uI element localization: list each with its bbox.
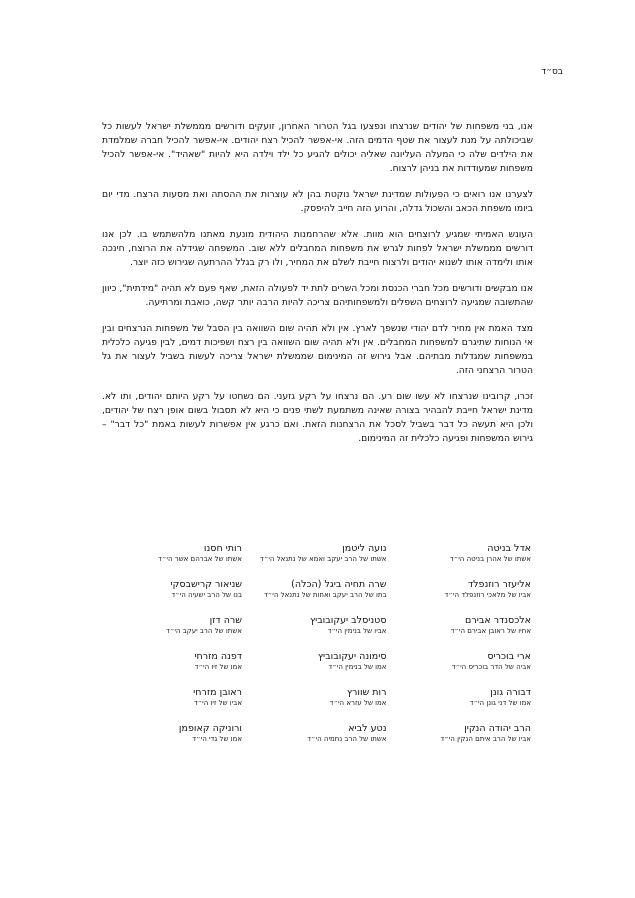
signer-name: נטע לביא bbox=[348, 723, 387, 734]
paragraph: מצד האמת אין מחיר לדם יהודי שנשפך לארץ. אין ולא תהיה שום השוואה בין הסבל של משפחות הנרצחים ובין אי הנוחות שתיגרם למשפחות המחבלים. אין ולא תהיה שום השוואה בין רצח ושפיכות דמים, לבין פגיעה כלכלית במשפחות שמגדלות מבתיהם. אבל גירוש זה המינימום שממשלת ישראל צריכה לעשות בשביל לעצור את גל הטרור הרצחני הזה. bbox=[102, 323, 533, 376]
signer-relation: אשתו של הרב יעקב הי״ד bbox=[166, 627, 242, 635]
signer-relation: בנו של הרב ישעיה הי״ד bbox=[171, 591, 242, 599]
signer-name: אליעזר רוזנפלד bbox=[467, 579, 531, 590]
paragraph: זכרו, קרובינו שנרצחו לא עשו שום רע. הם נרצחו על רקע גזעני. הם נשחטו על רקע היותם יהודים, ותו לא. מדינת ישראל חייבת להבהיר בצורה שאינה משתמעת לשתי פנים כי היא לא תסבול בשום אופן רצח של יהודים, ולכן היא תעשה כל דבר בשביל לסכל את הרצחנות הזאת. ואם כרגע אין אפשרות לעשות באמת "כל דבר" – גירוש המשפחות ופגיעה כלכלית זה המינימום. bbox=[102, 391, 533, 444]
signer-name: סימונה יעקובוביץ bbox=[317, 651, 387, 662]
signature bbox=[249, 615, 387, 636]
signer-relation: אביו של בנימין הי״ד bbox=[327, 627, 387, 635]
letter-body bbox=[102, 120, 533, 458]
signer-name: דפנה מזרחי bbox=[194, 651, 242, 662]
signer-relation: אמו של דני גונן הי״ד bbox=[469, 699, 531, 707]
signature bbox=[249, 687, 387, 708]
signature bbox=[249, 579, 387, 600]
paragraph: העונש האמיתי שמגיע לרוצחים הוא מוות. אלא שהרחמנות היהודית מונעת מאתנו מלהשתמש בו. לכן אנו דורשים מממשלת ישראל לפחות לגרש את משפחות המחבלים ללא שוב. המשפחה שגידלה את הרוצח, חינכה אותו ולימדה אותו לשנוא יהודים ולרצוח חייבת לשלם את המחיר, ולו רק בגלל ההרתעה שגירוש כזה יוצר. bbox=[102, 229, 533, 268]
signer-name: שניאור קרישבסקי bbox=[170, 579, 242, 590]
signature bbox=[393, 687, 531, 708]
signer-name: סטניסלב יעקובוביץ bbox=[309, 615, 387, 626]
signer-relation: אשתו של הרב נחמיה הי״ד bbox=[307, 735, 387, 743]
paragraph: אנו מבקשים ודורשים מכל חברי הכנסת ומכל השרים לתת יד לפעולה הזאת, שאף פעם לא תהיה "מידתית", כיוון שהתשובה שמגיעה לרוצחים השפלים ולמשפחותיהם צריכה להיות הרבה יותר קשה, כואבת ומרתיעה. bbox=[102, 283, 533, 308]
paragraph: אנו, בני משפחות של יהודים שנרצחו ונפצעו בגל הטרור האחרון, זועקים ודורשים מממשלת ישראל לעשות כל שביכולתה על מנת לעצור את שטף הדמים הזה. אי-אפשר להכיל רצח יהודים. אי-אפשר להכיל חברה שמלמדת את הילדים שלה כי המעלה העליונה שאליה יכולים להגיע כל ילד וילדה היא להיות "שאהיד". אי-אפשר להכיל משפחות שמעודדות את בניהן לרצוח. bbox=[102, 121, 533, 174]
signer-relation: אביו של זיו הי״ד bbox=[193, 699, 242, 707]
signature-column bbox=[104, 543, 242, 759]
signer-name: שרה תחיה ביגל (הכלה) bbox=[291, 579, 387, 590]
signature bbox=[393, 579, 531, 600]
signature bbox=[249, 723, 387, 744]
signature bbox=[104, 687, 242, 708]
signer-relation: אמו של עזרא הי״ד bbox=[329, 699, 387, 707]
signature bbox=[104, 615, 242, 636]
signer-name: אדל בניטה bbox=[487, 543, 531, 554]
signer-relation: אביו של הרב איתם הנקין הי״ד bbox=[440, 735, 531, 743]
signer-relation: אשתו של אברהם אשר הי״ד bbox=[158, 555, 242, 563]
signature-column bbox=[393, 543, 531, 759]
signer-name: נועה ליטמן bbox=[342, 543, 387, 554]
signer-relation: אשתו של הרב יעקב ואמא של נתנאל הי״ד bbox=[260, 555, 387, 563]
signer-name: שרה דזן bbox=[209, 615, 242, 626]
signer-relation: אמו של גדי הי״ד bbox=[192, 735, 242, 743]
signer-name: ראובן מזרחי bbox=[193, 687, 242, 698]
signatures bbox=[104, 543, 531, 759]
signature-column bbox=[249, 543, 387, 759]
bsd-header: בס״ד bbox=[541, 67, 563, 77]
signature bbox=[393, 723, 531, 744]
signer-relation: אמו של זיו הי״ד bbox=[194, 663, 242, 671]
signer-relation: אשתו של אהרן בניטה הי״ד bbox=[449, 555, 531, 563]
signature bbox=[393, 651, 531, 672]
signature bbox=[104, 651, 242, 672]
signer-name: רות שוורץ bbox=[346, 687, 387, 698]
signer-name: הרב יהודה הנקין bbox=[464, 723, 531, 734]
signature bbox=[104, 723, 242, 744]
signer-relation: אחיו של ראובן אבירם הי״ד bbox=[450, 627, 531, 635]
signature bbox=[104, 543, 242, 564]
signer-name: ארי בוכריס bbox=[487, 651, 531, 662]
signer-relation: אמו של בנימין הי״ד bbox=[328, 663, 387, 671]
paragraph: לצערנו אנו רואים כי הפעולות שמדינת ישראל נוקטת בהן לא עוצרות את ההסתה ואת מסעות הרצח. מדי יום ביומו משפחת הכאב והשכול גדלה, והרוע הזה חייב להיפסק. bbox=[102, 189, 533, 214]
signer-relation: אביו של מלאכי רוזנפלד הי״ד bbox=[444, 591, 531, 599]
signature bbox=[393, 543, 531, 564]
signer-relation: בתו של הרב יעקב ואחות של נתנאל הי״ד bbox=[263, 591, 387, 599]
signer-name: רותי חסנו bbox=[203, 543, 242, 554]
signature bbox=[249, 543, 387, 564]
signature bbox=[393, 615, 531, 636]
signer-name: דבורה גונן bbox=[490, 687, 531, 698]
signature bbox=[249, 651, 387, 672]
signer-name: אלכסנדר אבירם bbox=[465, 615, 531, 626]
signer-relation: אביה של הדר בוכריס הי״ד bbox=[451, 663, 531, 671]
signature bbox=[104, 579, 242, 600]
signer-name: ורוניקה קאופמן bbox=[178, 723, 242, 734]
